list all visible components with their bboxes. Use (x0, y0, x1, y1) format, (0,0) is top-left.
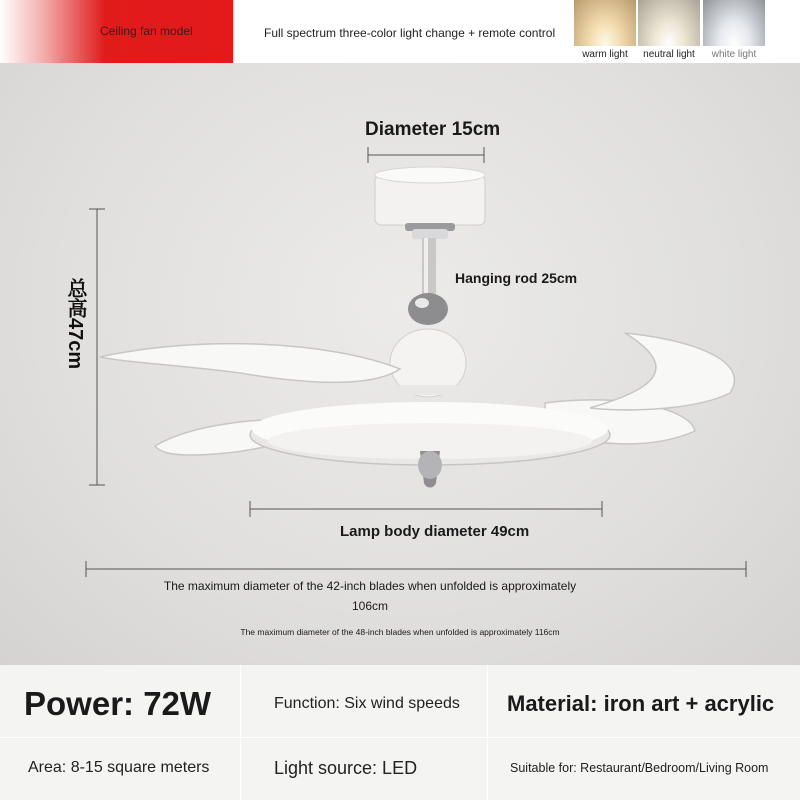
light-source-spec: Light source: LED (274, 758, 418, 778)
total-height-label: 总高47cm (64, 278, 86, 370)
spec-table (0, 665, 800, 800)
white-light-swatch (703, 0, 765, 63)
neutral-light-label: neutral light (643, 49, 695, 60)
function-spec: Function: Six wind speeds (274, 695, 460, 712)
feature-text: Full spectrum three-color light change + remote control (264, 26, 556, 40)
warm-light-icon (574, 0, 636, 46)
neutral-light-icon (638, 0, 700, 46)
warm-light-label: warm light (582, 49, 628, 60)
spec-divider (487, 665, 488, 800)
lamp-body-icon (250, 402, 610, 488)
blade-48-note: The maximum diameter of the 48-inch blades when unfolded is approximately 116cm (240, 627, 560, 637)
hanging-rod-icon (408, 238, 448, 325)
power-spec: Power: 72W (24, 685, 212, 722)
hanging-rod-label: Hanging rod 25cm (455, 270, 578, 286)
model-tag (0, 0, 233, 63)
canopy-diameter-label: Diameter 15cm (365, 119, 501, 140)
white-light-label: white light (711, 49, 757, 60)
blade-42-note: The maximum diameter of the 42-inch blades when unfolded is approximately 106cm (163, 579, 577, 613)
motor-ball-icon (385, 329, 475, 397)
warm-light-swatch (574, 0, 636, 63)
spec-divider (240, 665, 241, 800)
canopy-icon (375, 167, 485, 239)
lamp-body-diameter-label: Lamp body diameter 49cm (340, 523, 530, 540)
model-label: Ceiling fan model (100, 24, 193, 38)
ceiling-fan-illustration (0, 63, 800, 665)
neutral-light-swatch (638, 0, 700, 63)
spec-divider (0, 737, 800, 738)
material-spec: Material: iron art + acrylic (507, 691, 775, 716)
suitable-for-spec: Suitable for: Restaurant/Bedroom/Living Room (510, 761, 769, 775)
product-scene (0, 63, 800, 665)
area-spec: Area: 8-15 square meters (28, 759, 210, 776)
top-banner (0, 0, 800, 63)
white-light-icon (703, 0, 765, 46)
